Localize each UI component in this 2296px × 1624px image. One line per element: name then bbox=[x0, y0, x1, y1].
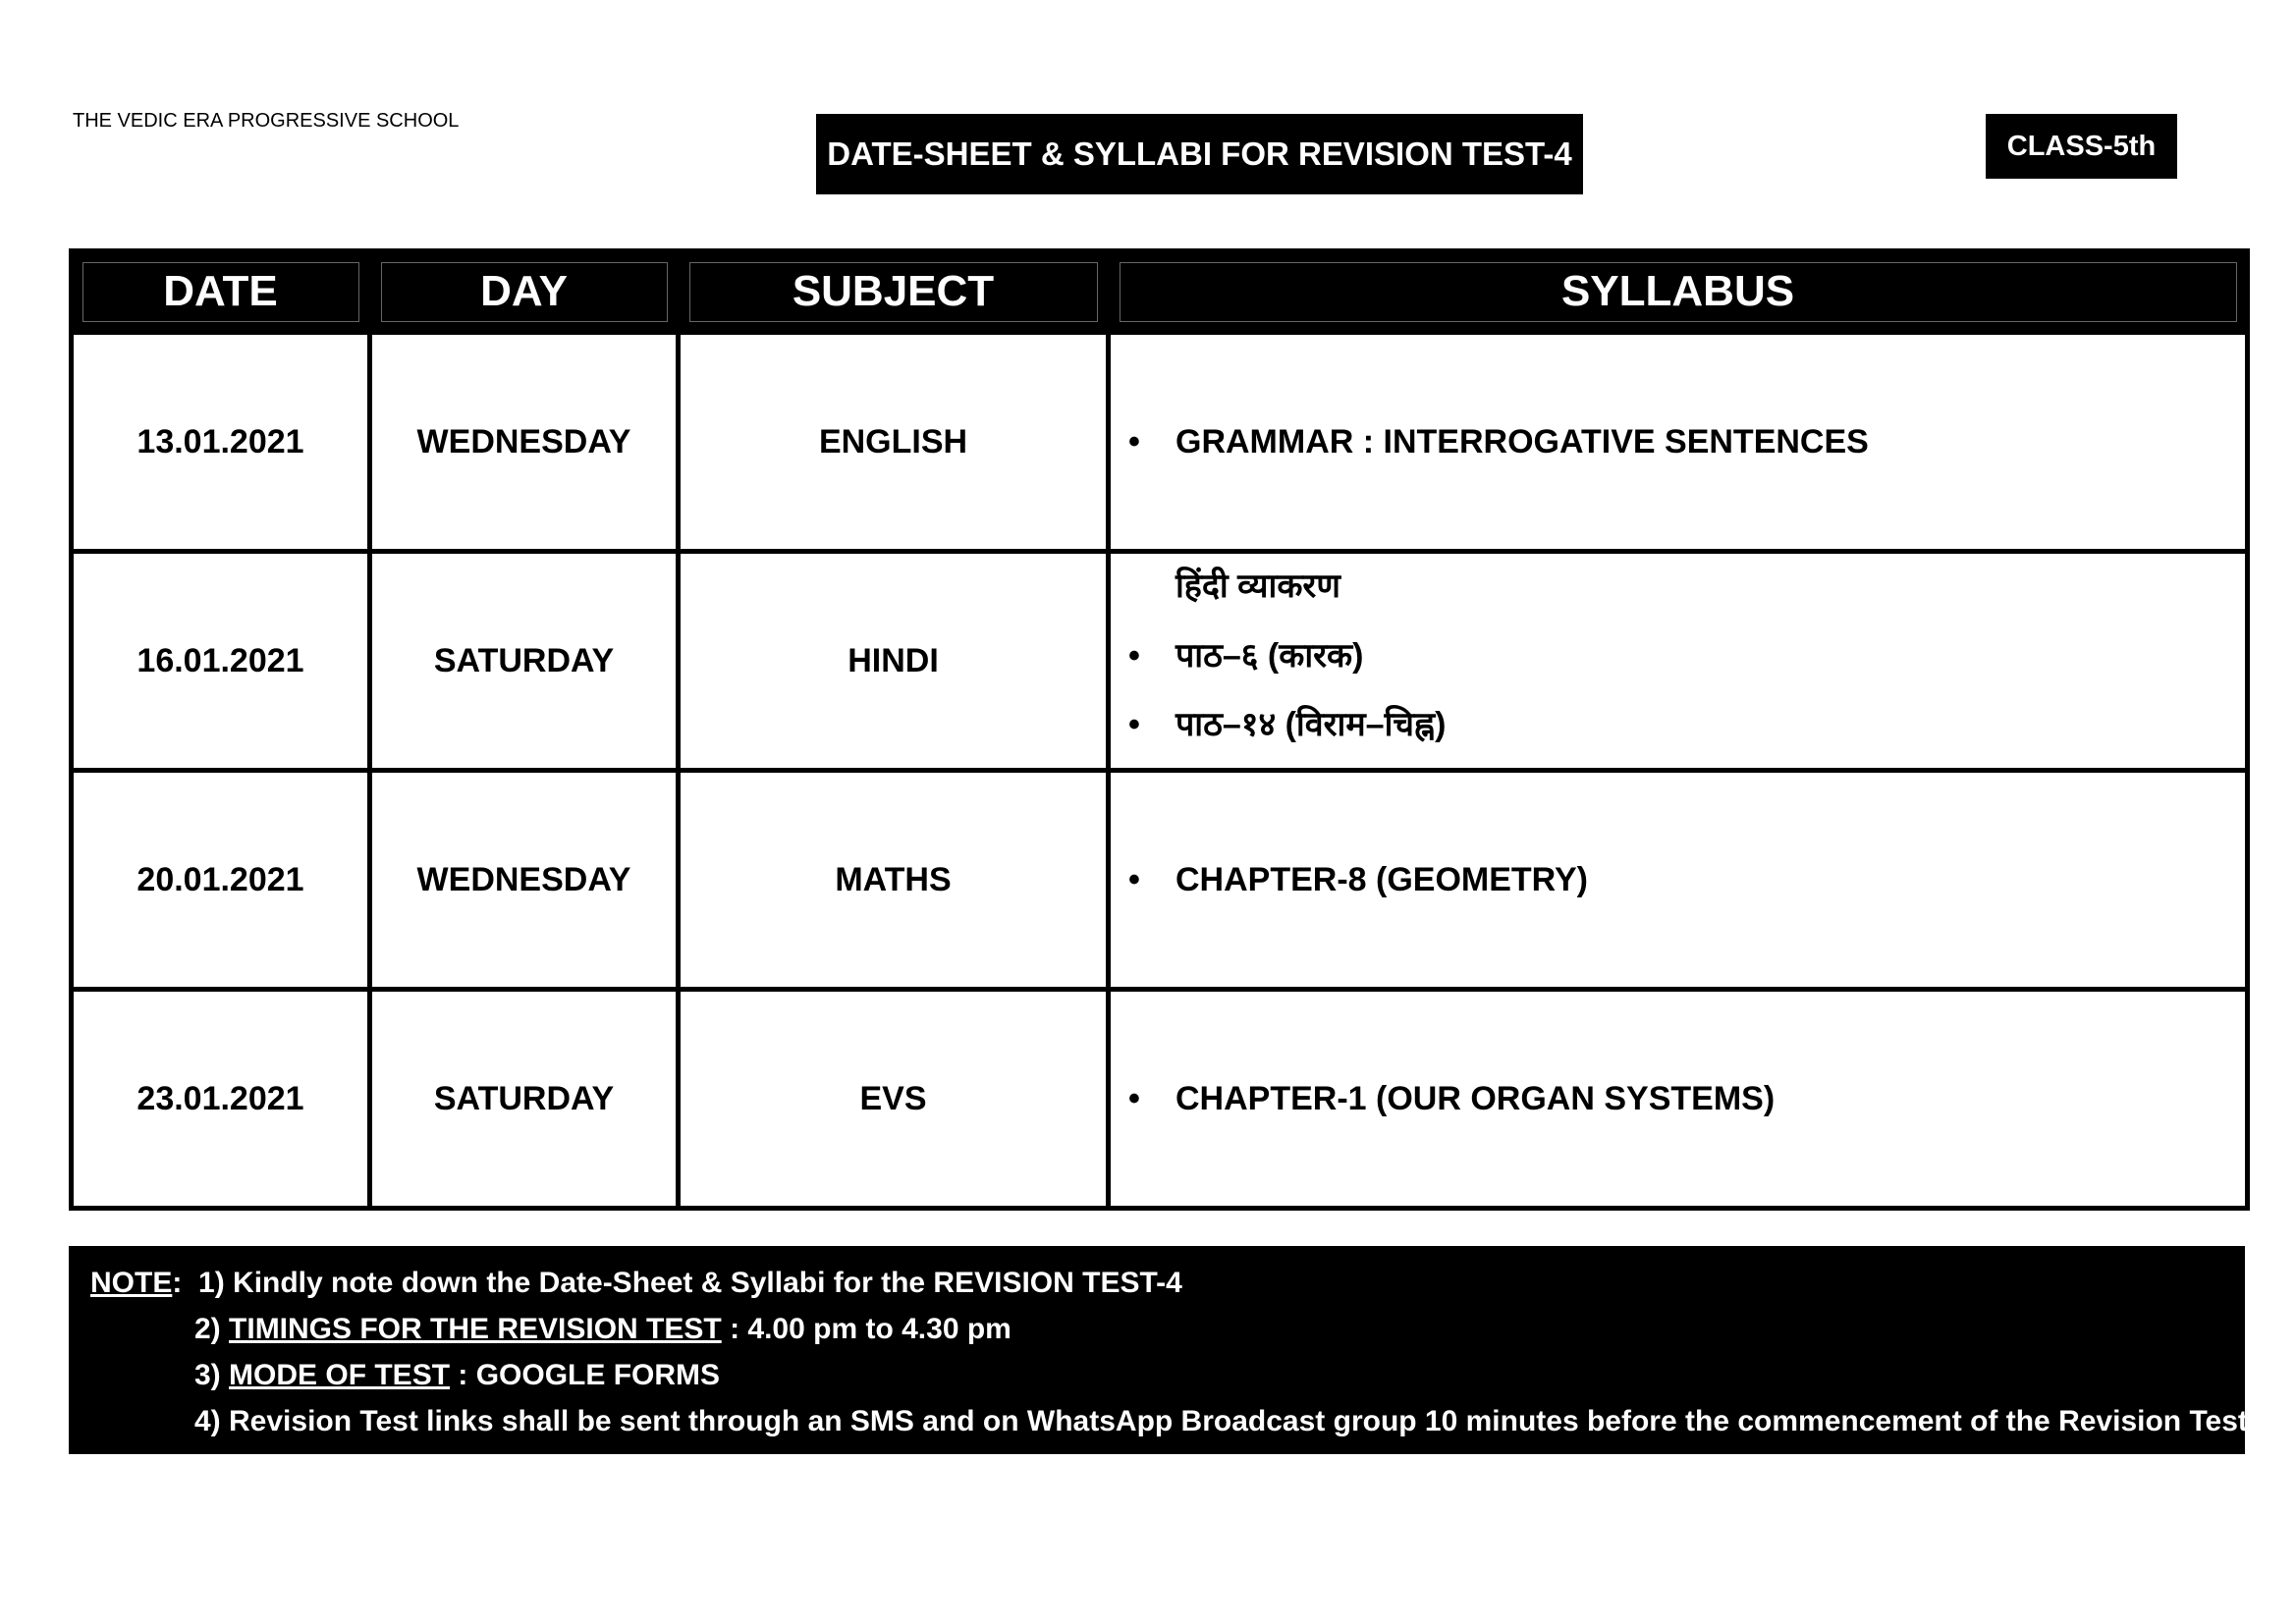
cell-subject: ENGLISH bbox=[679, 333, 1109, 552]
syllabus-list bbox=[1128, 1069, 2245, 1128]
note-box bbox=[69, 1246, 2257, 1454]
note-line-2 bbox=[90, 1306, 2245, 1352]
cell-syllabus bbox=[1109, 333, 2248, 552]
cell-date: 13.01.2021 bbox=[72, 333, 370, 552]
syllabus-item-text: CHAPTER-8 (GEOMETRY) bbox=[1175, 861, 1588, 898]
cell-date: 16.01.2021 bbox=[72, 552, 370, 771]
column-header-subject: SUBJECT bbox=[679, 251, 1109, 333]
syllabus-item bbox=[1128, 690, 2245, 759]
cell-day: SATURDAY bbox=[370, 552, 679, 771]
syllabus-item-text: CHAPTER-1 (OUR ORGAN SYSTEMS) bbox=[1175, 1080, 1776, 1117]
note-line-3-key: MODE OF TEST bbox=[229, 1359, 451, 1391]
table-row bbox=[72, 333, 2248, 552]
note-line-2-value: : 4.00 pm to 4.30 pm bbox=[730, 1313, 1011, 1345]
note-line-4-text: 4) Revision Test links shall be sent through an SMS and on WhatsApp Broadcast group 10 minutes before the commencement of the Revision Test. bbox=[194, 1405, 2257, 1437]
table-row bbox=[72, 990, 2248, 1209]
syllabus-item-text: पाठ–१४ (विराम–चिह्न) bbox=[1175, 706, 1447, 743]
cell-syllabus bbox=[1109, 771, 2248, 990]
bullet-icon: • bbox=[1128, 1080, 1140, 1117]
cell-day: SATURDAY bbox=[370, 990, 679, 1209]
syllabus-heading: हिंदी व्याकरण bbox=[1175, 568, 1340, 605]
syllabus-item-text: GRAMMAR : INTERROGATIVE SENTENCES bbox=[1175, 423, 1869, 460]
cell-syllabus bbox=[1109, 990, 2248, 1209]
note-label: NOTE bbox=[90, 1267, 173, 1299]
note-line-3-number: 3) bbox=[194, 1359, 221, 1391]
cell-date: 23.01.2021 bbox=[72, 990, 370, 1209]
syllabus-list bbox=[1128, 412, 2245, 471]
bullet-icon: • bbox=[1128, 861, 1140, 898]
syllabus-item bbox=[1128, 622, 2245, 690]
column-header-date: DATE bbox=[72, 251, 370, 333]
table-row bbox=[72, 771, 2248, 990]
column-header-day: DAY bbox=[370, 251, 679, 333]
syllabus-item bbox=[1128, 1069, 2245, 1128]
note-line-1-text: 1) Kindly note down the Date-Sheet & Syllabi for the REVISION TEST-4 bbox=[198, 1267, 1182, 1299]
date-sheet-table bbox=[69, 248, 2250, 1211]
cell-day: WEDNESDAY bbox=[370, 333, 679, 552]
cell-subject: HINDI bbox=[679, 552, 1109, 771]
syllabus-item-text: पाठ–६ (कारक) bbox=[1175, 637, 1364, 675]
note-line-2-key: TIMINGS FOR THE REVISION TEST bbox=[229, 1313, 722, 1345]
cell-date: 20.01.2021 bbox=[72, 771, 370, 990]
syllabus-item bbox=[1128, 412, 2245, 471]
column-header-syllabus: SYLLABUS bbox=[1109, 251, 2248, 333]
note-line-1: NOTE: 1) Kindly note down the Date-Sheet & Syllabi for the REVISION TEST-4 bbox=[90, 1267, 1182, 1299]
note-line-3-value: : GOOGLE FORMS bbox=[458, 1359, 721, 1391]
school-name: THE VEDIC ERA PROGRESSIVE SCHOOL bbox=[73, 110, 460, 132]
note-line-2-number: 2) bbox=[194, 1313, 221, 1345]
cell-syllabus bbox=[1109, 552, 2248, 771]
cell-day: WEDNESDAY bbox=[370, 771, 679, 990]
page-title: DATE-SHEET & SYLLABI FOR REVISION TEST-4 bbox=[816, 114, 1583, 194]
table-row bbox=[72, 552, 2248, 771]
bullet-icon: • bbox=[1128, 706, 1140, 743]
bullet-icon: • bbox=[1128, 637, 1140, 675]
class-badge: CLASS-5th bbox=[1986, 114, 2177, 179]
cell-subject: MATHS bbox=[679, 771, 1109, 990]
note-line-3 bbox=[90, 1352, 2245, 1398]
syllabus-item bbox=[1128, 850, 2245, 909]
note-line-4 bbox=[90, 1398, 2257, 1444]
syllabus-list bbox=[1128, 622, 2245, 759]
syllabus-list bbox=[1128, 850, 2245, 909]
table-header-row bbox=[72, 251, 2248, 333]
cell-subject: EVS bbox=[679, 990, 1109, 1209]
bullet-icon: • bbox=[1128, 423, 1140, 460]
